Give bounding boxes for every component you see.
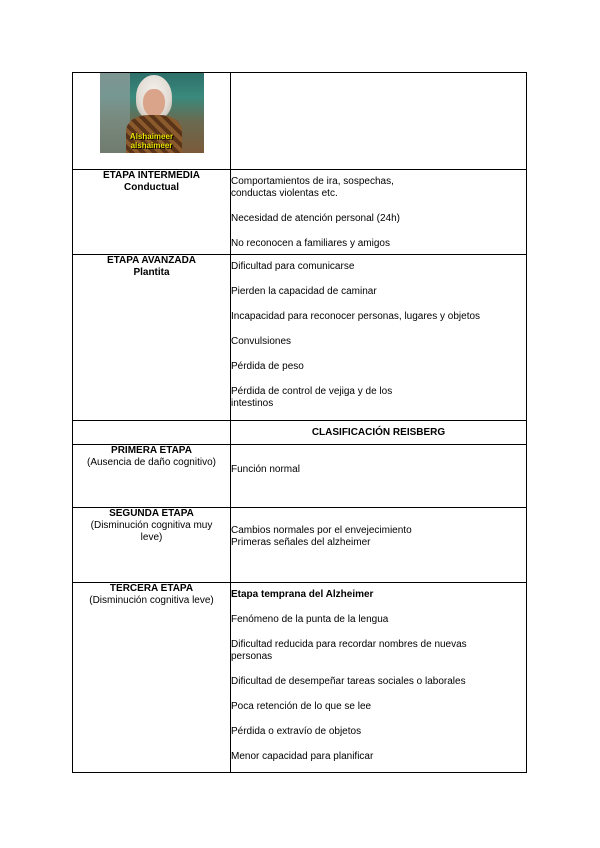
- table-row: [73, 73, 527, 170]
- list-item: Pérdida de control de vejiga y de los: [231, 386, 393, 397]
- stage-title: SEGUNDA ETAPA: [109, 508, 194, 519]
- list-item: Función normal: [231, 464, 300, 475]
- table-row: [73, 508, 527, 583]
- stage-title: TERCERA ETAPA: [109, 583, 194, 594]
- list-item: Comportamientos de ira, sospechas,: [231, 176, 394, 187]
- stage-details-cell: [231, 170, 527, 255]
- stage-details-cell: [231, 445, 527, 508]
- list-item: Fenómeno de la punta de la lengua: [231, 614, 389, 625]
- stage-subtitle: Conductual: [124, 182, 179, 193]
- list-item: Primeras señales del alzheimer: [231, 537, 371, 548]
- stage-subtitle: Plantita: [133, 267, 170, 278]
- table-row: [73, 445, 527, 508]
- photo-cell: [73, 73, 231, 170]
- list-item: Convulsiones: [231, 336, 292, 347]
- stage-heading: Etapa temprana del Alzheimer: [231, 589, 374, 600]
- stage-label-cell: [73, 170, 231, 255]
- list-item: intestinos: [231, 398, 274, 409]
- list-item: Pérdida de peso: [231, 361, 304, 372]
- list-item: Incapacidad para reconocer personas, lugares y objetos: [231, 311, 481, 322]
- table-row: [73, 421, 527, 445]
- list-item: personas: [231, 651, 273, 662]
- list-item: Dificultad para comunicarse: [231, 261, 355, 272]
- list-item: Dificultad de desempeñar tareas sociales o laborales: [231, 676, 466, 687]
- stage-description: leve): [140, 532, 163, 543]
- stage-details-cell: [231, 255, 527, 421]
- table-row: [73, 170, 527, 255]
- list-item: Poca retención de lo que se lee: [231, 701, 372, 712]
- stage-label-cell: [73, 445, 231, 508]
- stage-description: (Ausencia de daño cognitivo): [87, 457, 216, 468]
- stage-title: ETAPA INTERMEDIA: [102, 170, 201, 181]
- table-row: [73, 255, 527, 421]
- stage-description: (Disminución cognitiva leve): [89, 595, 214, 606]
- stage-label-cell: [73, 583, 231, 773]
- stage-details-cell: [231, 583, 527, 773]
- empty-cell: [231, 73, 527, 170]
- image-caption: Alshaimeer alshaimeer: [129, 132, 174, 150]
- list-item: conductas violentas etc.: [231, 188, 338, 199]
- stage-label-cell: [73, 255, 231, 421]
- list-item: Menor capacidad para planificar: [231, 751, 374, 762]
- list-item: Pérdida o extravío de objetos: [231, 726, 362, 737]
- stage-label-cell: [73, 508, 231, 583]
- table-row: [73, 583, 527, 773]
- stage-title: PRIMERA ETAPA: [111, 445, 192, 456]
- stage-description: (Disminución cognitiva muy: [90, 520, 213, 531]
- empty-cell: [73, 421, 231, 445]
- stages-table: [72, 72, 527, 773]
- stage-title: ETAPA AVANZADA: [106, 255, 197, 266]
- stage-details-cell: [231, 508, 527, 583]
- list-item: No reconocen a familiares y amigos: [231, 238, 390, 249]
- list-item: Cambios normales por el envejecimiento: [231, 525, 412, 536]
- list-item: Necesidad de atención personal (24h): [231, 213, 400, 224]
- list-item: Pierden la capacidad de caminar: [231, 286, 377, 297]
- tv-still-image: [100, 73, 204, 153]
- list-item: Dificultad reducida para recordar nombres de nuevas: [231, 639, 467, 650]
- section-heading: CLASIFICACIÓN REISBERG: [231, 421, 527, 445]
